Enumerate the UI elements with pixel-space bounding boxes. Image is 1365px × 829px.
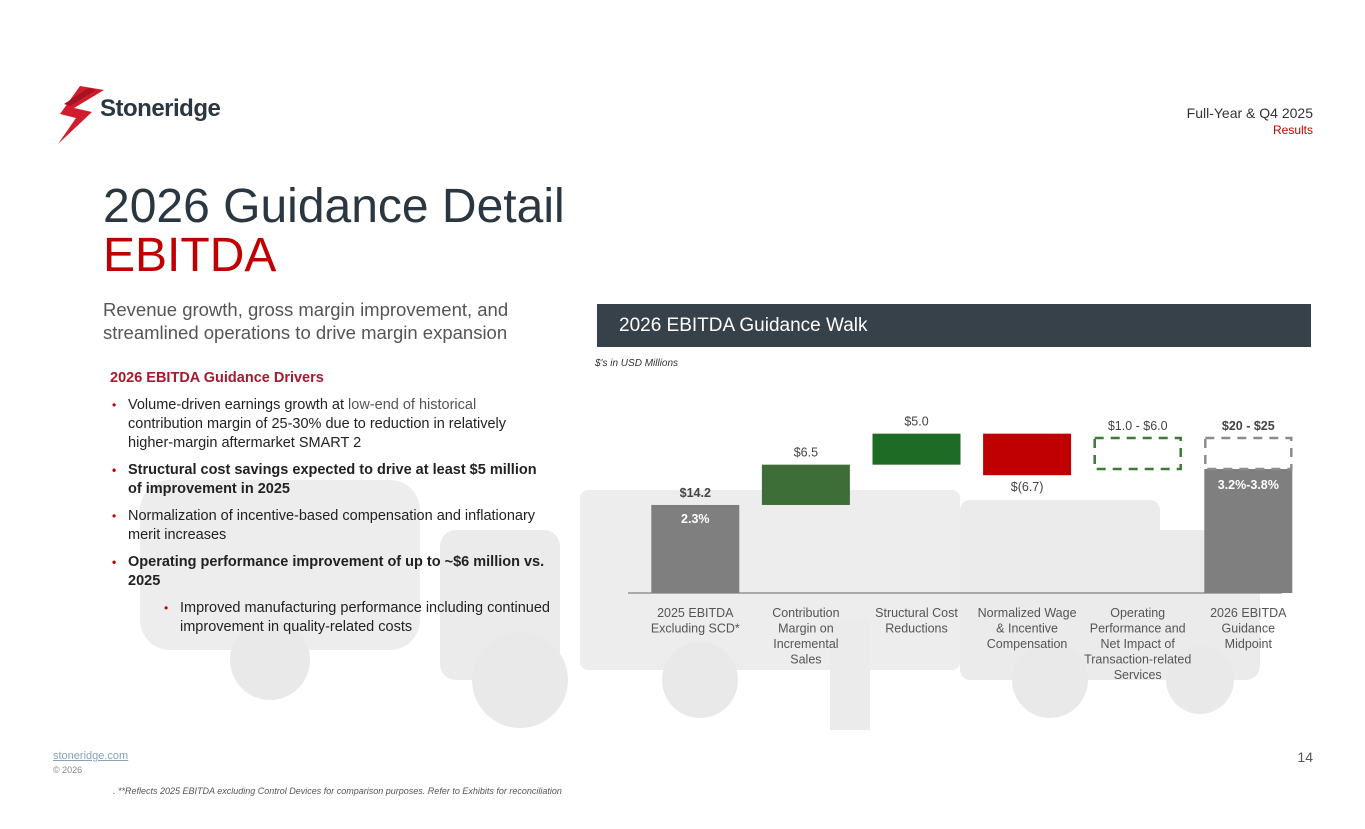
driver-text-post: contribution margin of 25-30% due to reduction in relatively higher-margin aftermarket SMART 2 xyxy=(128,416,507,451)
value-label: $6.5 xyxy=(793,445,819,460)
page-subtitle: EBITDA xyxy=(103,229,277,282)
report-line1: Full-Year & Q4 2025 xyxy=(1186,105,1313,121)
bullet-icon: • xyxy=(112,463,117,477)
page-title: 2026 Guidance Detail xyxy=(103,180,565,233)
bar-range-outline xyxy=(1205,438,1291,469)
driver-text-pre: Volume-driven earnings growth at xyxy=(128,397,349,413)
driver-text: Normalization of incentive-based compensation and inflationary merit increases xyxy=(128,508,536,543)
category-label: & Incentive xyxy=(996,621,1059,636)
ebitda-waterfall-chart xyxy=(590,385,1310,695)
category-label: Net Impact of xyxy=(1100,637,1175,651)
category-label: Structural Cost xyxy=(875,606,958,620)
category-label: Normalized Wage xyxy=(977,606,1077,620)
chart-units-note: $'s in USD Millions xyxy=(595,358,679,369)
driver-subitem xyxy=(110,599,550,637)
drivers-list xyxy=(110,396,550,645)
report-label xyxy=(1187,105,1313,137)
category-label: Performance and xyxy=(1089,621,1186,636)
value-label: $5.0 xyxy=(904,414,929,429)
driver-item xyxy=(110,553,550,591)
margin-label: 3.2%-3.8% xyxy=(1217,478,1279,492)
lead-text: Revenue growth, gross margin improvement, and streamlined operations to drive margin expansion xyxy=(103,299,509,343)
bar-increase xyxy=(873,434,961,465)
category-label: Sales xyxy=(790,652,822,667)
driver-text: Improved manufacturing performance including continued improvement in quality-related costs xyxy=(180,600,550,635)
category-label: Contribution xyxy=(772,606,840,620)
website-link[interactable]: stoneridge.com xyxy=(53,750,129,762)
page-number: 14 xyxy=(1297,749,1313,765)
drivers-heading: 2026 EBITDA Guidance Drivers xyxy=(110,370,324,386)
chart-panel-header xyxy=(597,304,1311,347)
margin-label: 2.3% xyxy=(681,511,710,526)
driver-item xyxy=(110,396,550,453)
category-label: Guidance xyxy=(1221,621,1276,636)
value-label: $(6.7) xyxy=(1010,480,1044,495)
category-label: Compensation xyxy=(986,637,1068,651)
category-label: Reductions xyxy=(885,621,948,636)
value-label: $14.2 xyxy=(679,485,711,500)
report-line2: Results xyxy=(1272,123,1313,137)
driver-text-highlight: low-end of historical xyxy=(348,397,477,413)
value-label: $20 - $25 xyxy=(1221,419,1275,433)
category-label: 2026 EBITDA xyxy=(1210,606,1287,620)
category-label: Margin on xyxy=(778,621,834,636)
bullet-icon: • xyxy=(112,509,117,523)
bullet-icon: • xyxy=(112,555,117,569)
bullet-icon: • xyxy=(112,398,117,412)
bar-decrease xyxy=(983,434,1071,476)
category-label: Services xyxy=(1113,668,1162,682)
driver-item xyxy=(110,461,550,499)
driver-text: Operating performance improvement of up to ~$6 million vs. 2025 xyxy=(128,554,545,589)
footnote: . **Reflects 2025 EBITDA excluding Control Devices for comparison purposes. Refer to Exhibits for reconciliation xyxy=(113,786,562,796)
chart-panel-title: 2026 EBITDA Guidance Walk xyxy=(619,315,868,336)
copyright: © 2026 xyxy=(53,765,83,775)
category-label: Operating xyxy=(1110,606,1166,620)
category-label: Transaction-related xyxy=(1084,652,1192,667)
driver-text: Structural cost savings expected to drive at least $5 million of improvement in 2025 xyxy=(128,462,537,497)
value-label: $1.0 - $6.0 xyxy=(1107,419,1168,433)
category-label: Incremental xyxy=(773,637,839,651)
category-label: Midpoint xyxy=(1224,637,1272,651)
bar-increase xyxy=(762,465,850,505)
driver-item xyxy=(110,507,550,545)
category-label: 2025 EBITDA xyxy=(657,606,734,620)
bullet-icon: • xyxy=(164,601,169,615)
logo-text: Stoneridge xyxy=(100,95,221,122)
bar-range-outline xyxy=(1095,438,1181,469)
category-label: Excluding SCD* xyxy=(650,621,740,636)
